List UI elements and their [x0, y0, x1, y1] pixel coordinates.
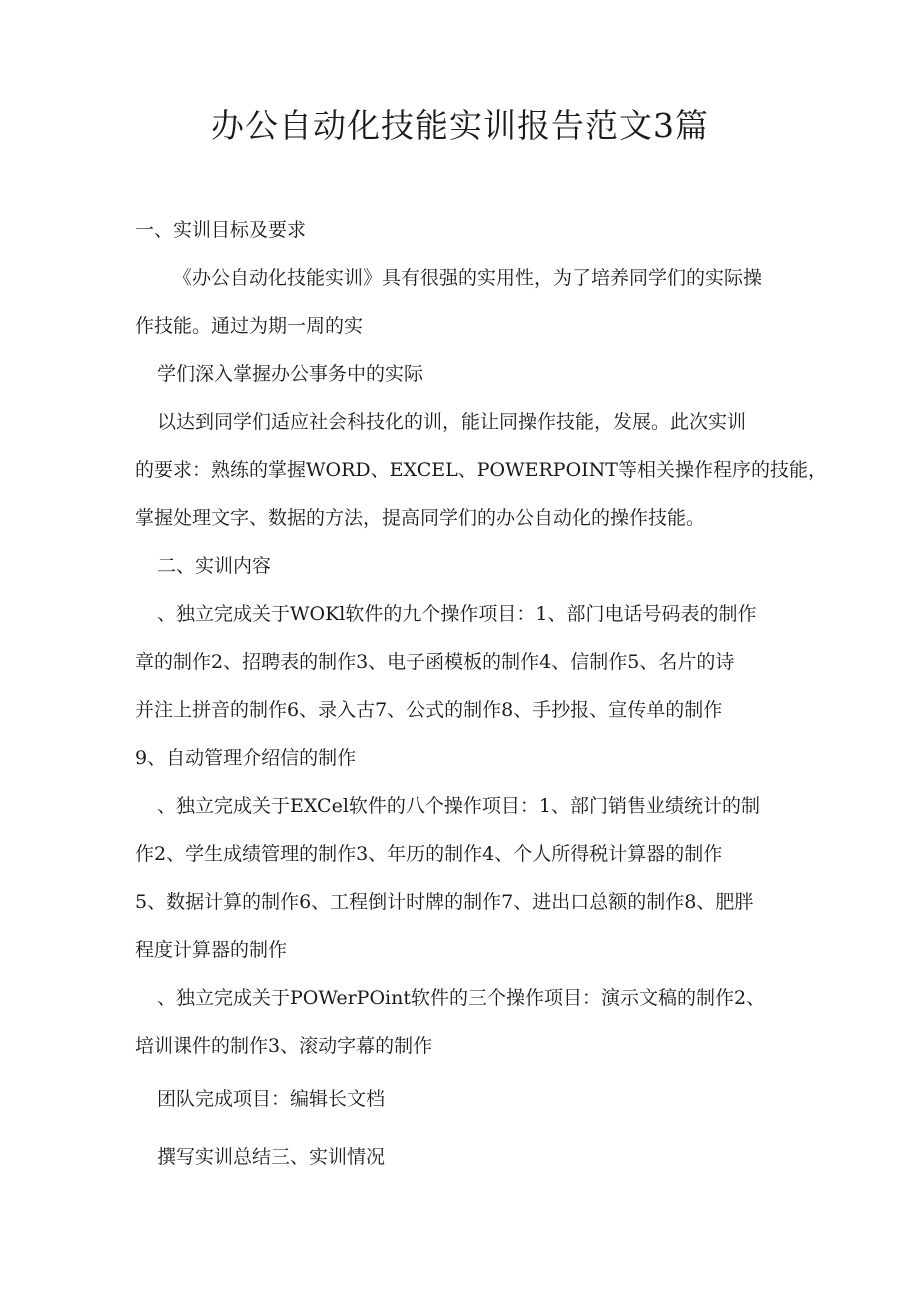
- document-body: [135, 206, 827, 1186]
- paragraph-line: 5、数据计算的制作6、工程倒计时牌的制作7、进出口总额的制作8、肥胖: [135, 891, 754, 913]
- paragraph-line: 的要求：熟练的掌握WORD、EXCEL、POWERPOINT等相关操作程序的技能，: [135, 459, 827, 481]
- paragraph-line: 作技能。通过为期一周的实: [135, 315, 364, 337]
- heading-2: 二、实训内容: [157, 555, 272, 577]
- paragraph-line: 、独立完成关于POWerPOint软件的三个操作项目：演示文稿的制作2、: [157, 987, 766, 1009]
- paragraph-line: 、独立完成关于WOKl软件的九个操作项目：1、部门电话号码表的制作: [157, 603, 757, 625]
- paragraph-line: 掌握处理文字、数据的方法，提高同学们的办公自动化的操作技能。: [135, 507, 706, 529]
- paragraph-line: 章的制作2、招聘表的制作3、电子函模板的制作4、信制作5、名片的诗: [135, 651, 735, 673]
- paragraph-line: 作2、学生成绩管理的制作3、年历的制作4、个人所得税计算器的制作: [135, 843, 723, 865]
- paragraph-line: 以达到同学们适应社会科技化的训，能让同操作技能，发展。此次实训: [157, 411, 747, 433]
- paragraph-line: 程度计算器的制作: [135, 939, 288, 961]
- paragraph-line: 9、自动管理介绍信的制作: [135, 747, 357, 769]
- document-title: 办公自动化技能实训报告范文3篇: [211, 106, 709, 145]
- paragraph-line: 撰写实训总结三、实训情况: [157, 1146, 386, 1168]
- paragraph-line: 、独立完成关于EXCel软件的八个操作项目：1、部门销售业绩统计的制: [157, 795, 761, 817]
- paragraph-line: 《办公自动化技能实训》具有很强的实用性，为了培养同学们的实际操: [173, 267, 763, 289]
- heading-1: 一、实训目标及要求: [135, 219, 307, 241]
- paragraph-line: 团队完成项目：编辑长文档: [157, 1088, 386, 1110]
- paragraph-line: 培训课件的制作3、滚动字幕的制作: [135, 1035, 433, 1057]
- paragraph-line: 学们深入掌握办公事务中的实际: [157, 363, 424, 385]
- paragraph-line: 并注上拼音的制作6、录入古7、公式的制作8、手抄报、宣传单的制作: [135, 699, 723, 721]
